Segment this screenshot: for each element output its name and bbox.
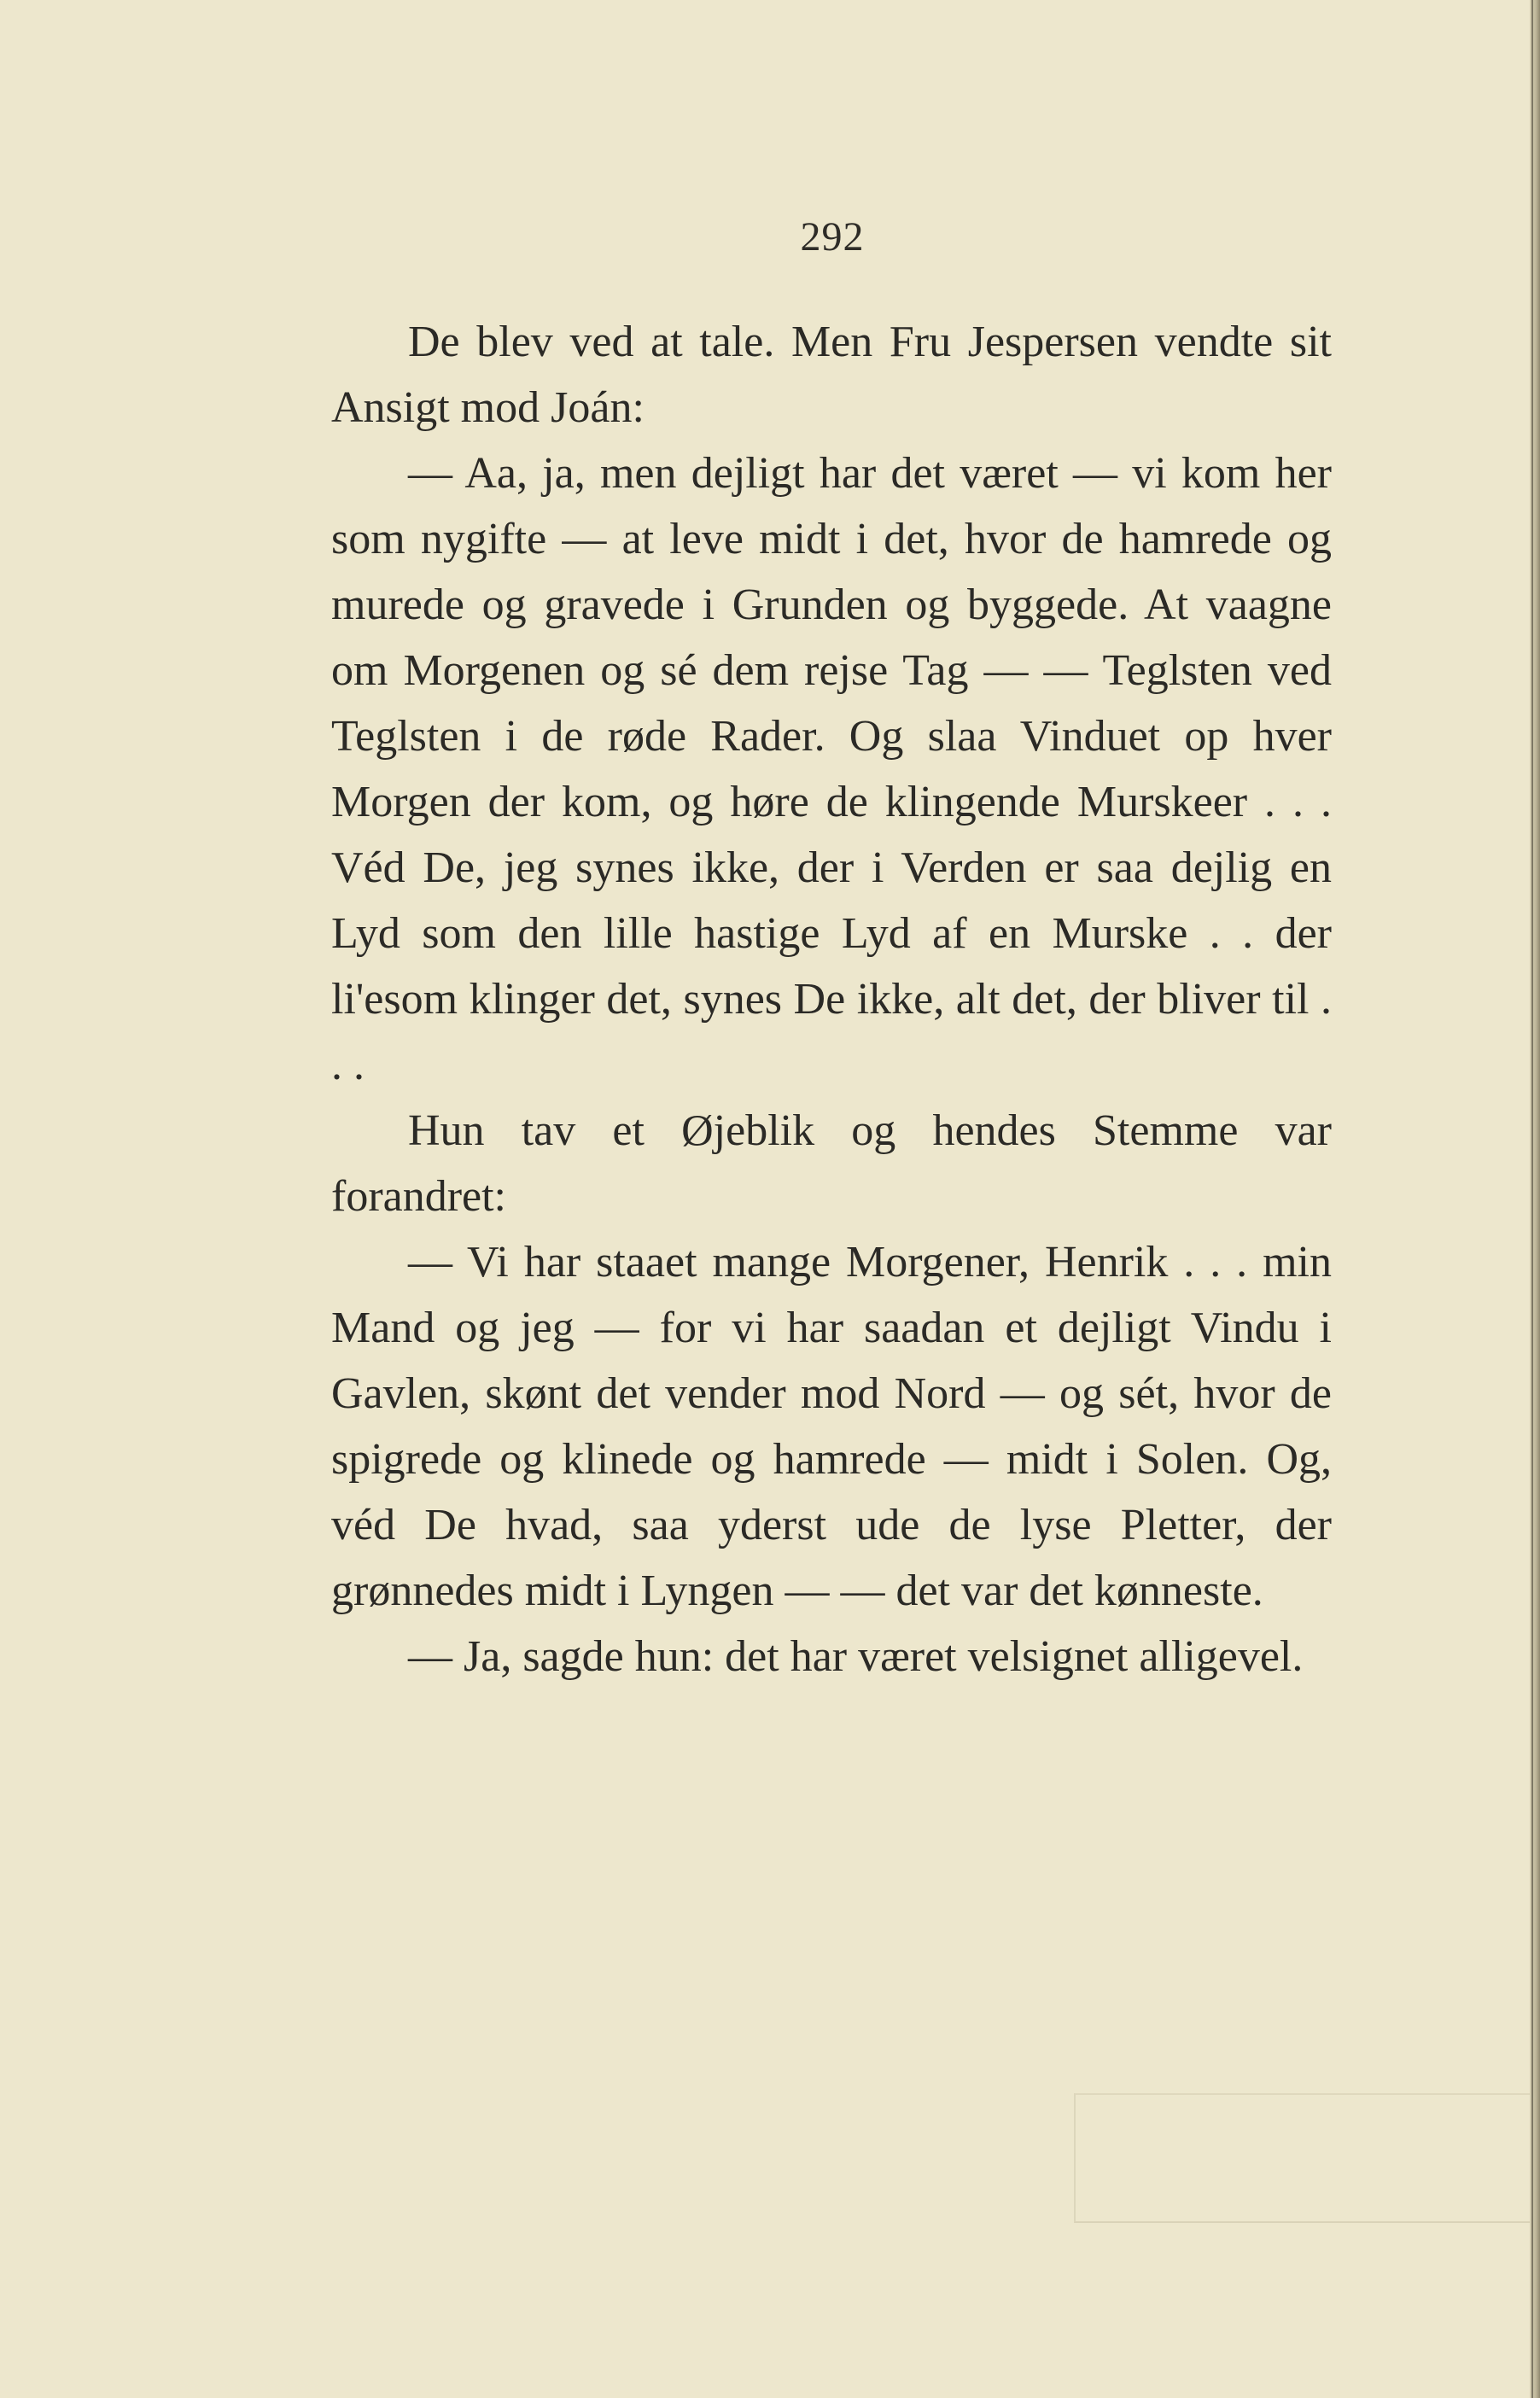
paragraph-4: — Vi har staaet mange Morgener, Henrik . . . min Mand og jeg — for vi har saadan et dejligt Vindu i Gavlen, skønt det vender mod Nord — og sét, hvor de spigrede og klinede og hamrede — midt i Solen. Og, véd De hvad, saa yderst ude de lyse Pletter, der grønnedes midt i Lyngen — — det var det kønneste.: [331, 1238, 1332, 1615]
page-edge-line: [1531, 0, 1533, 2398]
page-number: 292: [800, 214, 865, 260]
body-text: [331, 309, 1332, 1689]
paper-imprint-mark: [1074, 2093, 1531, 2223]
paragraph-3: Hun tav et Øjeblik og hendes Stemme var forandret:: [331, 1106, 1332, 1221]
paragraph-2: — Aa, ja, men dejligt har det været — vi kom her som nygifte — at leve midt i det, hvor de hamrede og murede og gravede i Grunden og byggede. At vaagne om Morgenen og sé dem rejse Tag — — Teglsten ved Teglsten i de røde Rader. Og slaa Vinduet op hver Morgen der kom, og høre de klingende Murskeer . . . Véd De, jeg synes ikke, der i Verden er saa dejlig en Lyd som den lille hastige Lyd af en Murske . . der li'esom klinger det, synes De ikke, alt det, der bliver til . . .: [331, 449, 1332, 1089]
paragraph-5: — Ja, sagde hun: det har været velsignet alligevel.: [408, 1632, 1304, 1681]
paragraph-1: De blev ved at tale. Men Fru Jespersen vendte sit Ansigt mod Joán:: [331, 318, 1332, 432]
